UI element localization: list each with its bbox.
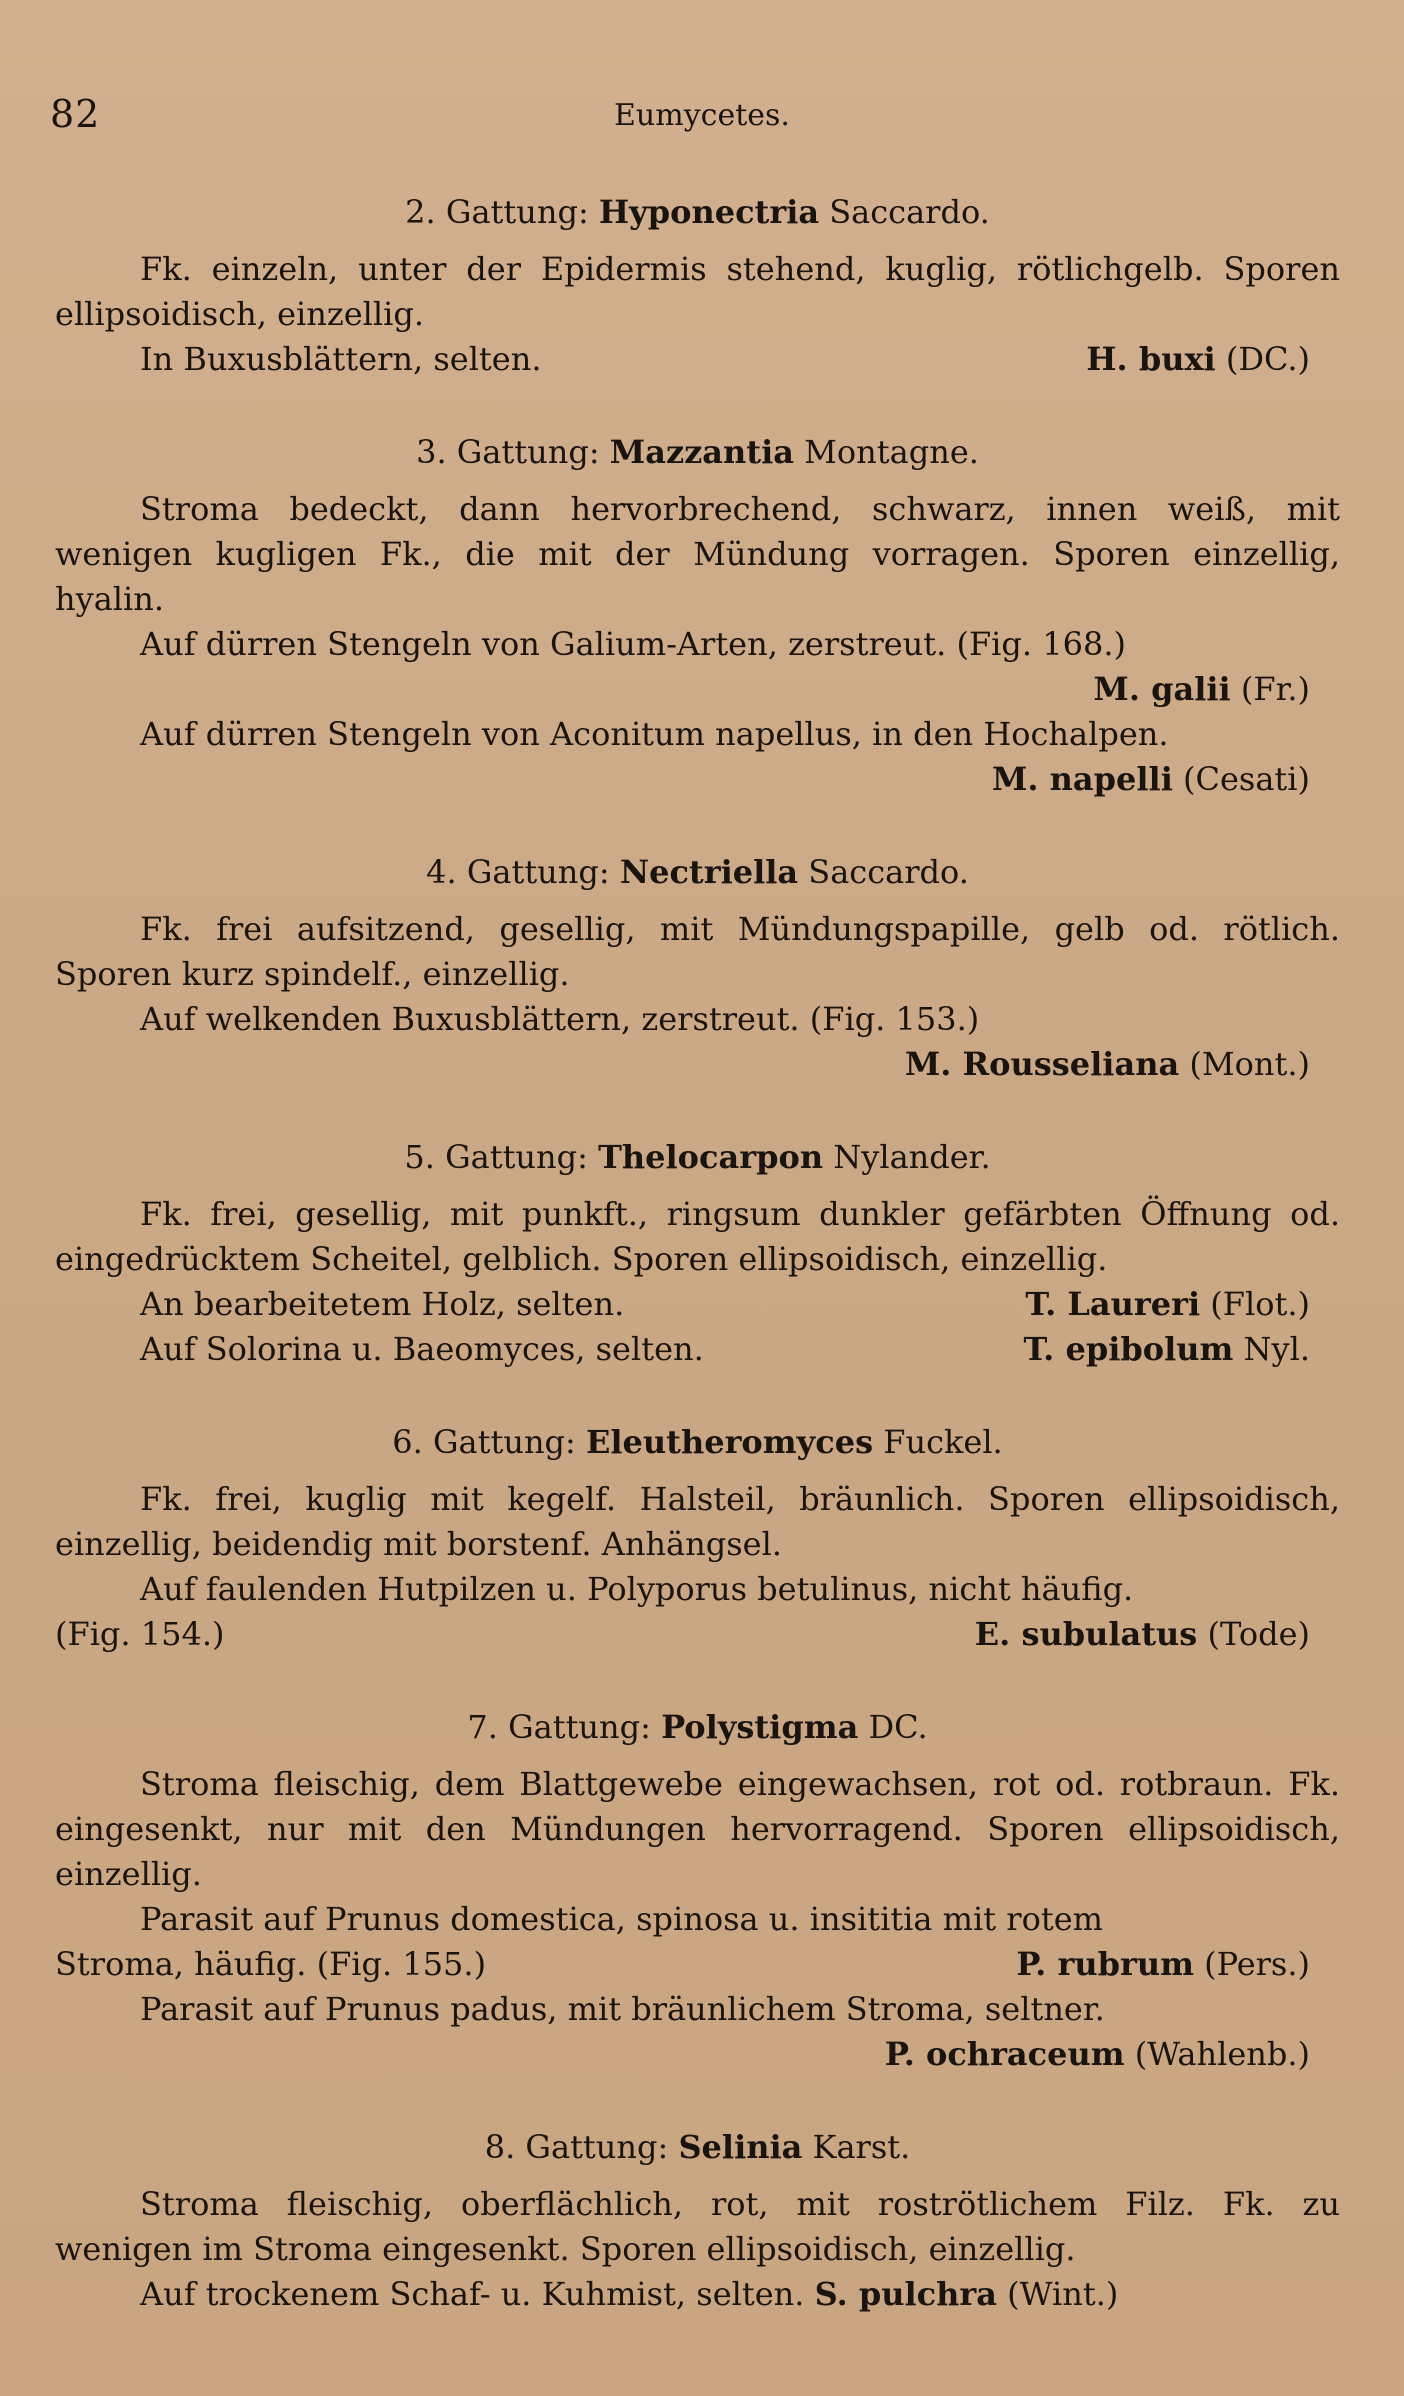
species-name: T. Laureri <box>1025 1285 1201 1323</box>
species-entry <box>55 2272 1340 2317</box>
species-entry <box>55 2032 1340 2077</box>
running-head: Eumycetes. <box>614 98 790 133</box>
genus-name: Hyponectria <box>598 193 820 231</box>
species-name: P. ochraceum <box>884 2035 1125 2073</box>
genus-name: Eleutheromyces <box>585 1423 874 1461</box>
species-habitat: Auf Solorina u. Baeomyces, selten. <box>140 1330 704 1368</box>
species-habitat: In Buxusblättern, selten. <box>140 340 542 378</box>
genus-heading: 8. Gattung: Selinia Karst. <box>484 2128 911 2166</box>
genus-name: Mazzantia <box>609 433 794 471</box>
species-name: E. subulatus <box>974 1615 1198 1653</box>
species-entry <box>55 337 1340 382</box>
species-author: (Wint.) <box>1007 2275 1119 2313</box>
species-author: (Mont.) <box>1189 1045 1310 1083</box>
genus-name: Polystigma <box>661 1708 859 1746</box>
species-entry <box>55 667 1340 712</box>
page-number: 82 <box>50 92 101 136</box>
genus-heading: 7. Gattung: Polystigma DC. <box>467 1708 928 1746</box>
genus-description: Stroma bedeckt, dann hervorbrechend, schwarz, innen weiß, mit wenigen kugligen Fk., die mit der Mündung vorragen. Sporen einzellig, hyalin. <box>55 490 1340 618</box>
genus-description: Fk. frei, kuglig mit kegelf. Halsteil, bräunlich. Sporen ellipsoidisch, einzellig, beidendig mit borstenf. Anhängsel. <box>55 1480 1340 1563</box>
genus-name: Selinia <box>678 2128 803 2166</box>
species-name: M. napelli <box>991 760 1173 798</box>
genus-section <box>55 1705 1340 2077</box>
genus-section <box>55 1135 1340 1372</box>
genus-description: Fk. einzeln, unter der Epidermis stehend, kuglig, rötlichgelb. Sporen ellipsoidisch, einzellig. <box>55 250 1340 333</box>
genus-heading: 6. Gattung: Eleutheromyces Fuckel. <box>392 1423 1003 1461</box>
genus-name: Thelocarpon <box>598 1138 824 1176</box>
species-entry <box>55 1282 1340 1327</box>
species-habitat: Auf dürren Stengeln von Aconitum napellus, in den Hochalpen. <box>140 715 1169 753</box>
species-author: (Pers.) <box>1204 1945 1310 1983</box>
species-habitat-cont: Stroma, häufig. (Fig. 155.) <box>55 1945 487 1983</box>
species-habitat: Auf dürren Stengeln von Galium-Arten, zerstreut. (Fig. 168.) <box>140 625 1126 663</box>
species-habitat: Parasit auf Prunus padus, mit bräunlichem Stroma, seltner. <box>140 1990 1105 2028</box>
genus-section <box>55 190 1340 382</box>
species-habitat: Parasit auf Prunus domestica, spinosa u. insititia mit rotem <box>140 1900 1103 1938</box>
genus-description: Fk. frei, gesellig, mit punkft., ringsum dunkler gefärbten Öffnung od. eingedrücktem Scheitel, gelblich. Sporen ellipsoidisch, einzellig. <box>55 1195 1340 1278</box>
species-author: (Fr.) <box>1240 670 1310 708</box>
figure-ref: (Fig. 154.) <box>55 1615 225 1653</box>
species-entry <box>55 757 1340 802</box>
genus-section <box>55 1420 1340 1657</box>
species-entry <box>55 1942 1340 1987</box>
genus-description: Fk. frei aufsitzend, gesellig, mit Mündungspapille, gelb od. rötlich. Sporen kurz spindelf., einzellig. <box>55 910 1340 993</box>
species-author: (Wahlenb.) <box>1134 2035 1310 2073</box>
species-entry <box>55 1042 1340 1087</box>
species-habitat: Auf faulenden Hutpilzen u. Polyporus betulinus, nicht häufig. <box>140 1570 1134 1608</box>
species-author: Nyl. <box>1243 1330 1310 1368</box>
species-habitat: Auf welkenden Buxusblättern, zerstreut. (Fig. 153.) <box>140 1000 980 1038</box>
genus-section <box>55 2125 1340 2317</box>
genus-heading: 5. Gattung: Thelocarpon Nylander. <box>404 1138 991 1176</box>
species-name: S. pulchra <box>814 2275 997 2313</box>
species-name: P. rubrum <box>1016 1945 1194 1983</box>
genus-description: Stroma fleischig, dem Blattgewebe eingewachsen, rot od. rotbraun. Fk. eingesenkt, nur mit den Mündungen hervorragend. Sporen ellipsoidisch, einzellig. <box>55 1765 1340 1893</box>
genus-description: Stroma fleischig, oberflächlich, rot, mit roströtlichem Filz. Fk. zu wenigen im Stroma eingesenkt. Sporen ellipsoidisch, einzellig. <box>55 2185 1340 2268</box>
species-name: H. buxi <box>1086 340 1216 378</box>
species-author: (DC.) <box>1225 340 1310 378</box>
page-header <box>0 92 1404 142</box>
species-name: T. epibolum <box>1023 1330 1234 1368</box>
species-entry <box>55 1612 1340 1657</box>
species-habitat: An bearbeitetem Holz, selten. <box>140 1285 625 1323</box>
species-author: (Flot.) <box>1210 1285 1310 1323</box>
genus-heading: 2. Gattung: Hyponectria Saccardo. <box>405 193 990 231</box>
species-name: M. Rousseliana <box>904 1045 1180 1083</box>
species-author: (Cesati) <box>1183 760 1310 798</box>
genus-name: Nectriella <box>619 853 799 891</box>
species-author: (Tode) <box>1207 1615 1310 1653</box>
species-name: M. galii <box>1093 670 1231 708</box>
species-entry <box>55 1327 1340 1372</box>
species-habitat: Auf trockenem Schaf- u. Kuhmist, selten. <box>140 2275 805 2313</box>
page-body <box>55 190 1340 2365</box>
genus-section <box>55 430 1340 802</box>
genus-section <box>55 850 1340 1087</box>
genus-heading: 4. Gattung: Nectriella Saccardo. <box>426 853 969 891</box>
genus-heading: 3. Gattung: Mazzantia Montagne. <box>416 433 979 471</box>
